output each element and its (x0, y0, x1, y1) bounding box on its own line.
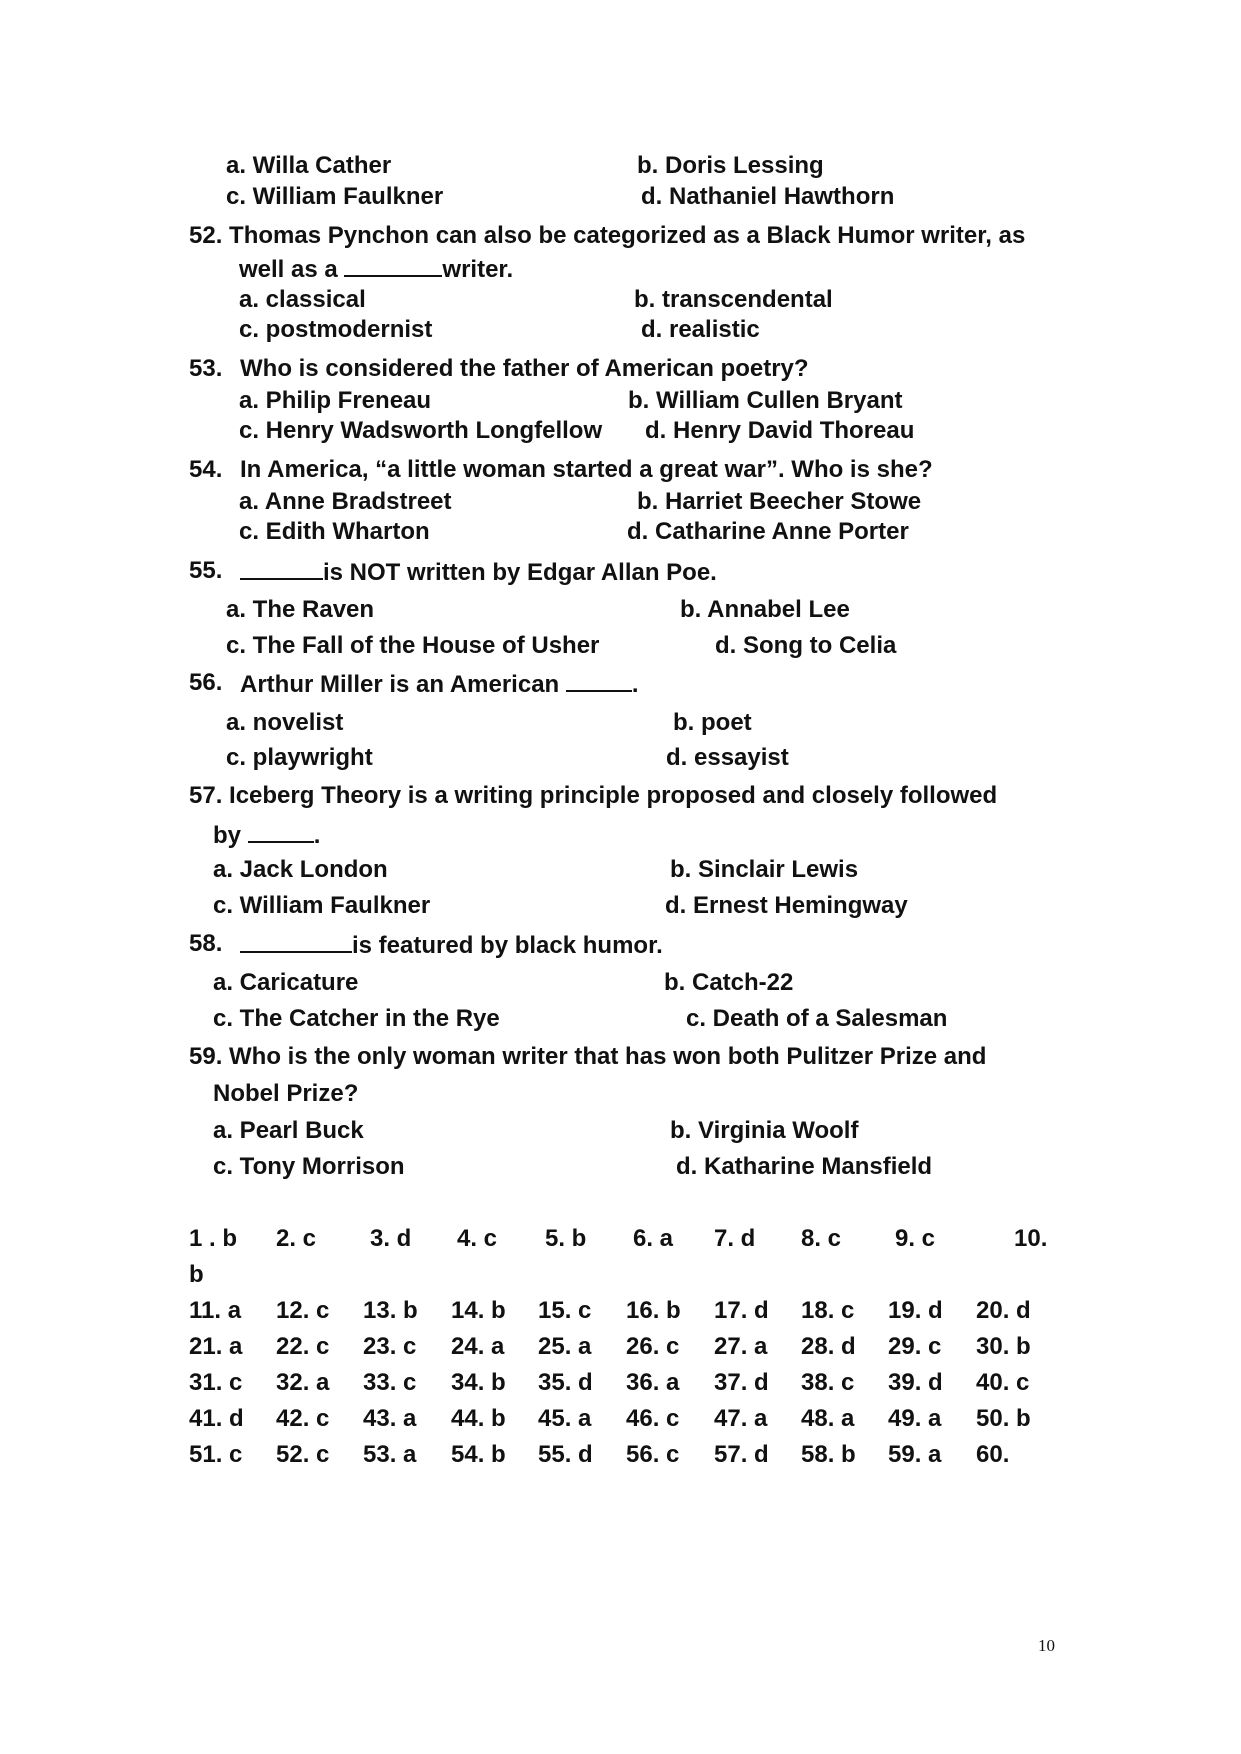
answer-cell: 48. a (801, 1405, 855, 1432)
option-text: c. postmodernist (239, 316, 433, 343)
option-text: d. Katharine Mansfield (676, 1153, 933, 1180)
question-number: 58. (189, 930, 223, 957)
option-text: b. Virginia Woolf (670, 1117, 859, 1144)
question-text: . (631, 671, 639, 698)
answer-blank (248, 819, 314, 843)
answer-cell: 4. c (457, 1225, 498, 1252)
answer-cell: 49. a (888, 1405, 942, 1432)
answer-cell: 2. c (276, 1225, 317, 1252)
option-text: a. novelist (226, 709, 344, 736)
option-text: a. classical (239, 286, 366, 313)
answer-cell: 3. d (370, 1225, 412, 1252)
question-56 (240, 668, 639, 700)
answer-cell: 5. b (545, 1225, 587, 1252)
option-text: a. Philip Freneau (239, 387, 432, 414)
question-text: . (313, 822, 321, 849)
question-53: Who is considered the father of American poetry? (240, 355, 809, 382)
answer-cell: 29. c (888, 1333, 942, 1360)
option-text: d. Nathaniel Hawthorn (641, 183, 895, 210)
answer-cell: 59. a (888, 1441, 942, 1468)
answer-cell: 7. d (714, 1225, 756, 1252)
answer-cell: 57. d (714, 1441, 769, 1468)
answer-cell: 45. a (538, 1405, 592, 1432)
option-text: d. realistic (641, 316, 760, 343)
question-number: 55. (189, 557, 223, 584)
answer-cell: 15. c (538, 1297, 592, 1324)
question-52: 52. Thomas Pynchon can also be categorized as a Black Humor writer, as (189, 222, 1026, 249)
answer-cell: 24. a (451, 1333, 505, 1360)
question-text: is NOT written by Edgar Allan Poe. (323, 559, 717, 586)
answer-blank (566, 668, 632, 692)
answer-cell: 27. a (714, 1333, 768, 1360)
answer-cell: 18. c (801, 1297, 855, 1324)
answer-cell: 58. b (801, 1441, 856, 1468)
answer-cell: 23. c (363, 1333, 417, 1360)
answer-cell: 21. a (189, 1333, 243, 1360)
answer-cell: 32. a (276, 1369, 330, 1396)
question-57: 57. Iceberg Theory is a writing principle proposed and closely followed (189, 782, 998, 809)
answer-cell: 44. b (451, 1405, 506, 1432)
answer-cell: 54. b (451, 1441, 506, 1468)
answer-blank (240, 556, 323, 580)
answer-cell: 43. a (363, 1405, 417, 1432)
option-text: c. William Faulkner (226, 183, 444, 210)
option-text: b. Catch-22 (664, 969, 794, 996)
page-number: 10 (1038, 1636, 1055, 1655)
question-55 (240, 556, 717, 588)
answer-cell: 46. c (626, 1405, 680, 1432)
option-text: b. Doris Lessing (637, 152, 824, 179)
answer-blank (344, 253, 442, 277)
option-text: d. Catharine Anne Porter (627, 518, 909, 545)
answer-cell: 22. c (276, 1333, 330, 1360)
question-text: writer. (442, 256, 514, 283)
option-text: c. William Faulkner (213, 892, 431, 919)
answer-cell: 41. d (189, 1405, 244, 1432)
question-text: is featured by black humor. (352, 932, 663, 959)
answer-cell: 14. b (451, 1297, 506, 1324)
answer-cell: 17. d (714, 1297, 769, 1324)
option-text: b. William Cullen Bryant (628, 387, 903, 414)
answer-cell: 28. d (801, 1333, 856, 1360)
question-number: 54. (189, 456, 223, 483)
answer-cell: 30. b (976, 1333, 1031, 1360)
question-number: 53. (189, 355, 223, 382)
question-52-line2 (239, 253, 513, 285)
answer-cell: 19. d (888, 1297, 943, 1324)
option-text: d. Ernest Hemingway (665, 892, 908, 919)
question-number: 56. (189, 669, 223, 696)
option-text: b. Sinclair Lewis (670, 856, 859, 883)
answer-cell: 25. a (538, 1333, 592, 1360)
option-text: d. Henry David Thoreau (645, 417, 915, 444)
option-text: c. The Catcher in the Rye (213, 1005, 500, 1032)
option-text: a. Jack London (213, 856, 388, 883)
answer-cell: 38. c (801, 1369, 855, 1396)
answer-cell: 34. b (451, 1369, 506, 1396)
answer-cell: 33. c (363, 1369, 417, 1396)
answer-cell: 1 . b (189, 1225, 238, 1252)
answer-cell: 26. c (626, 1333, 680, 1360)
answer-cell: 42. c (276, 1405, 330, 1432)
answer-cell: 51. c (189, 1441, 243, 1468)
option-text: b. poet (673, 709, 752, 736)
answer-cell: 55. d (538, 1441, 593, 1468)
option-text: a. The Raven (226, 596, 375, 623)
option-text: a. Anne Bradstreet (239, 488, 452, 515)
answer-cell: 11. a (189, 1297, 242, 1324)
option-text: b. transcendental (634, 286, 833, 313)
question-59-line2: Nobel Prize? (213, 1080, 359, 1107)
answer-cell: 37. d (714, 1369, 769, 1396)
answer-cell: 13. b (363, 1297, 418, 1324)
option-text: d. essayist (666, 744, 789, 771)
answer-cell: 6. a (633, 1225, 674, 1252)
question-57-line2 (213, 819, 320, 851)
option-text: c. Death of a Salesman (686, 1005, 948, 1032)
answer-cell: b (189, 1261, 204, 1288)
answer-cell: 50. b (976, 1405, 1031, 1432)
question-54: In America, “a little woman started a great war”. Who is she? (240, 456, 933, 483)
option-text: c. Edith Wharton (239, 518, 430, 545)
answer-cell: 53. a (363, 1441, 417, 1468)
option-text: c. playwright (226, 744, 373, 771)
answer-cell: 39. d (888, 1369, 943, 1396)
answer-cell: 60. (976, 1441, 1010, 1468)
answer-cell: 47. a (714, 1405, 768, 1432)
answer-cell: 12. c (276, 1297, 330, 1324)
option-text: c. Tony Morrison (213, 1153, 405, 1180)
option-text: a. Pearl Buck (213, 1117, 364, 1144)
answer-cell: 9. c (895, 1225, 936, 1252)
option-text: a. Willa Cather (226, 152, 392, 179)
option-text: c. The Fall of the House of Usher (226, 632, 600, 659)
option-text: a. Caricature (213, 969, 359, 996)
option-text: d. Song to Celia (715, 632, 897, 659)
answer-cell: 56. c (626, 1441, 680, 1468)
answer-cell: 40. c (976, 1369, 1030, 1396)
answer-cell: 20. d (976, 1297, 1031, 1324)
question-text: well as a (239, 256, 345, 283)
answer-cell: 8. c (801, 1225, 842, 1252)
answer-cell: 36. a (626, 1369, 680, 1396)
question-text: by (213, 822, 248, 849)
option-text: c. Henry Wadsworth Longfellow (239, 417, 603, 444)
question-59: 59. Who is the only woman writer that has won both Pulitzer Prize and (189, 1043, 987, 1070)
option-text: b. Harriet Beecher Stowe (637, 488, 922, 515)
answer-cell: 52. c (276, 1441, 330, 1468)
question-text: Arthur Miller is an American (240, 671, 566, 698)
answer-cell: 16. b (626, 1297, 681, 1324)
answer-cell: 10. (1014, 1225, 1048, 1252)
answer-cell: 31. c (189, 1369, 243, 1396)
answer-cell: 35. d (538, 1369, 593, 1396)
option-text: b. Annabel Lee (680, 596, 850, 623)
question-58 (240, 929, 663, 961)
answer-blank (240, 929, 352, 953)
